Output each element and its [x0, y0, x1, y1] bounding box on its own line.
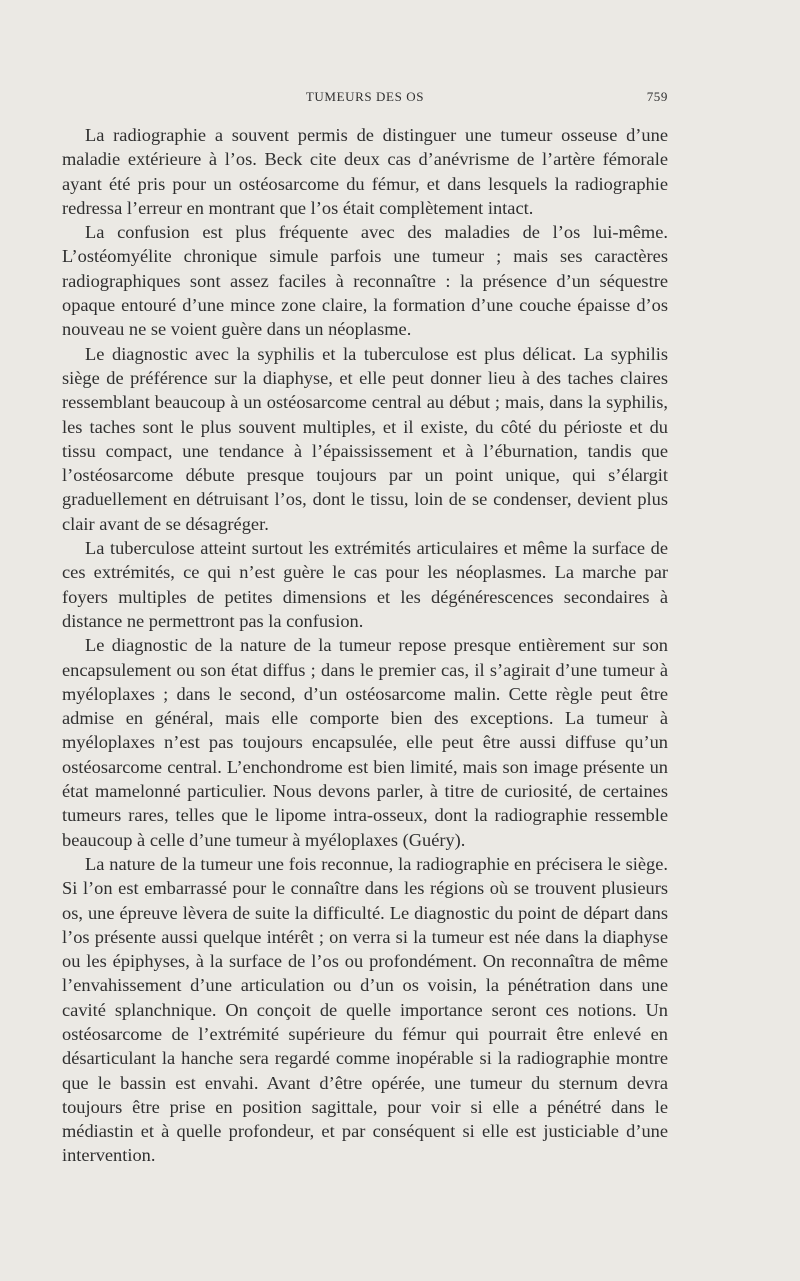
body-text: [62, 123, 668, 1168]
paragraph-tumor-nature: Le diagnostic de la nature de la tumeur repose presque entièrement sur son encapsulement ou son état diffus ; dans le premier cas, il s’agirait d’une tumeur à myéloplaxes ; dans le second, d’un ostéosarcome malin. Cette règle peut être admise en général, mais elle comporte bien des exceptions. La tumeur à myéloplaxes n’est pas toujours encapsulée, elle peut être aussi diffuse qu’un ostéosarcome central. L’enchondrome est bien limité, mais son image présente un état mamelonné particulier. Nous devons parler, à titre de curiosité, de certaines tumeurs rares, telles que le lipome intra-osseux, dont la radiographie ressemble beaucoup à celle d’une tumeur à myéloplaxes (Guéry).: [62, 635, 668, 850]
paragraph-tuberculosis: La tuberculose atteint surtout les extrémités articulaires et même la surface de ces extrémités, ce qui n’est guère le cas pour les néoplasmes. La marche par foyers multiples de petites dimensions et les dégénérescences secondaires à distance ne permettront pas la confusion.: [62, 538, 668, 631]
page-number: 759: [646, 89, 668, 104]
paragraph-radiography-distinction: La radiographie a souvent permis de distinguer une tumeur osseuse d’une maladie extérieure à l’os. Beck cite deux cas d’anévrisme de l’artère fémorale ayant été pris pour un ostéosarcome du fémur, et dans lesquels la radiographie redressa l’erreur en montrant que l’os était complètement intact.: [62, 125, 668, 218]
running-head: [62, 89, 668, 109]
running-title: TUMEURS DES OS: [305, 89, 425, 104]
paragraph-syphilis: Le diagnostic avec la syphilis et la tuberculose est plus délicat. La syphilis siège de préférence sur la diaphyse, et elle peut donner lieu à des taches claires ressemblant beaucoup à un ostéosarcome central au début ; mais, dans la syphilis, les taches sont le plus souvent multiples, et il existe, du côté du périoste et du tissu compact, une tendance à l’épaississement et à l’éburnation, tandis que l’ostéosarcome débute presque toujours par un point unique, qui s’élargit graduellement en détruisant l’os, dont le tissu, loin de se condenser, devient plus clair avant de se désagréger.: [62, 343, 668, 534]
paragraph-osteomyelitis: La confusion est plus fréquente avec des maladies de l’os lui-même. L’ostéomyélite chronique simule parfois une tumeur ; mais ses caractères radiographiques sont assez faciles à reconnaître : la présence d’un séquestre opaque entouré d’une mince zone claire, la formation d’une couche épaisse d’os nouveau ne se voient guère dans un néoplasme.: [62, 222, 668, 340]
paragraph-tumor-location: La nature de la tumeur une fois reconnue, la radiographie en précisera le siège. Si l’on est embarrassé pour le connaître dans les régions où se trouvent plusieurs os, une épreuve lèvera de suite la difficulté. Le diagnostic du point de départ dans l’os présente aussi quelque intérêt ; on verra si la tumeur est née dans la diaphyse ou les épiphyses, à la surface de l’os ou profondément. On reconnaîtra de même l’envahissement d’une articulation ou d’un os voisin, la pénétration dans une cavité splanchnique. On conçoit de quelle importance seront ces notions. Un ostéosarcome de l’extrémité supérieure du fémur qui pourrait être enlevé en désarticulant la hanche sera regardé comme inopérable si la radiographie montre que le bassin est envahi. Avant d’être opérée, une tumeur du sternum devra toujours être prise en position sagittale, pour voir si elle a pénétré dans le médiastin et à quelle profondeur, et par conséquent si elle est justiciable d’une intervention.: [62, 853, 668, 1166]
